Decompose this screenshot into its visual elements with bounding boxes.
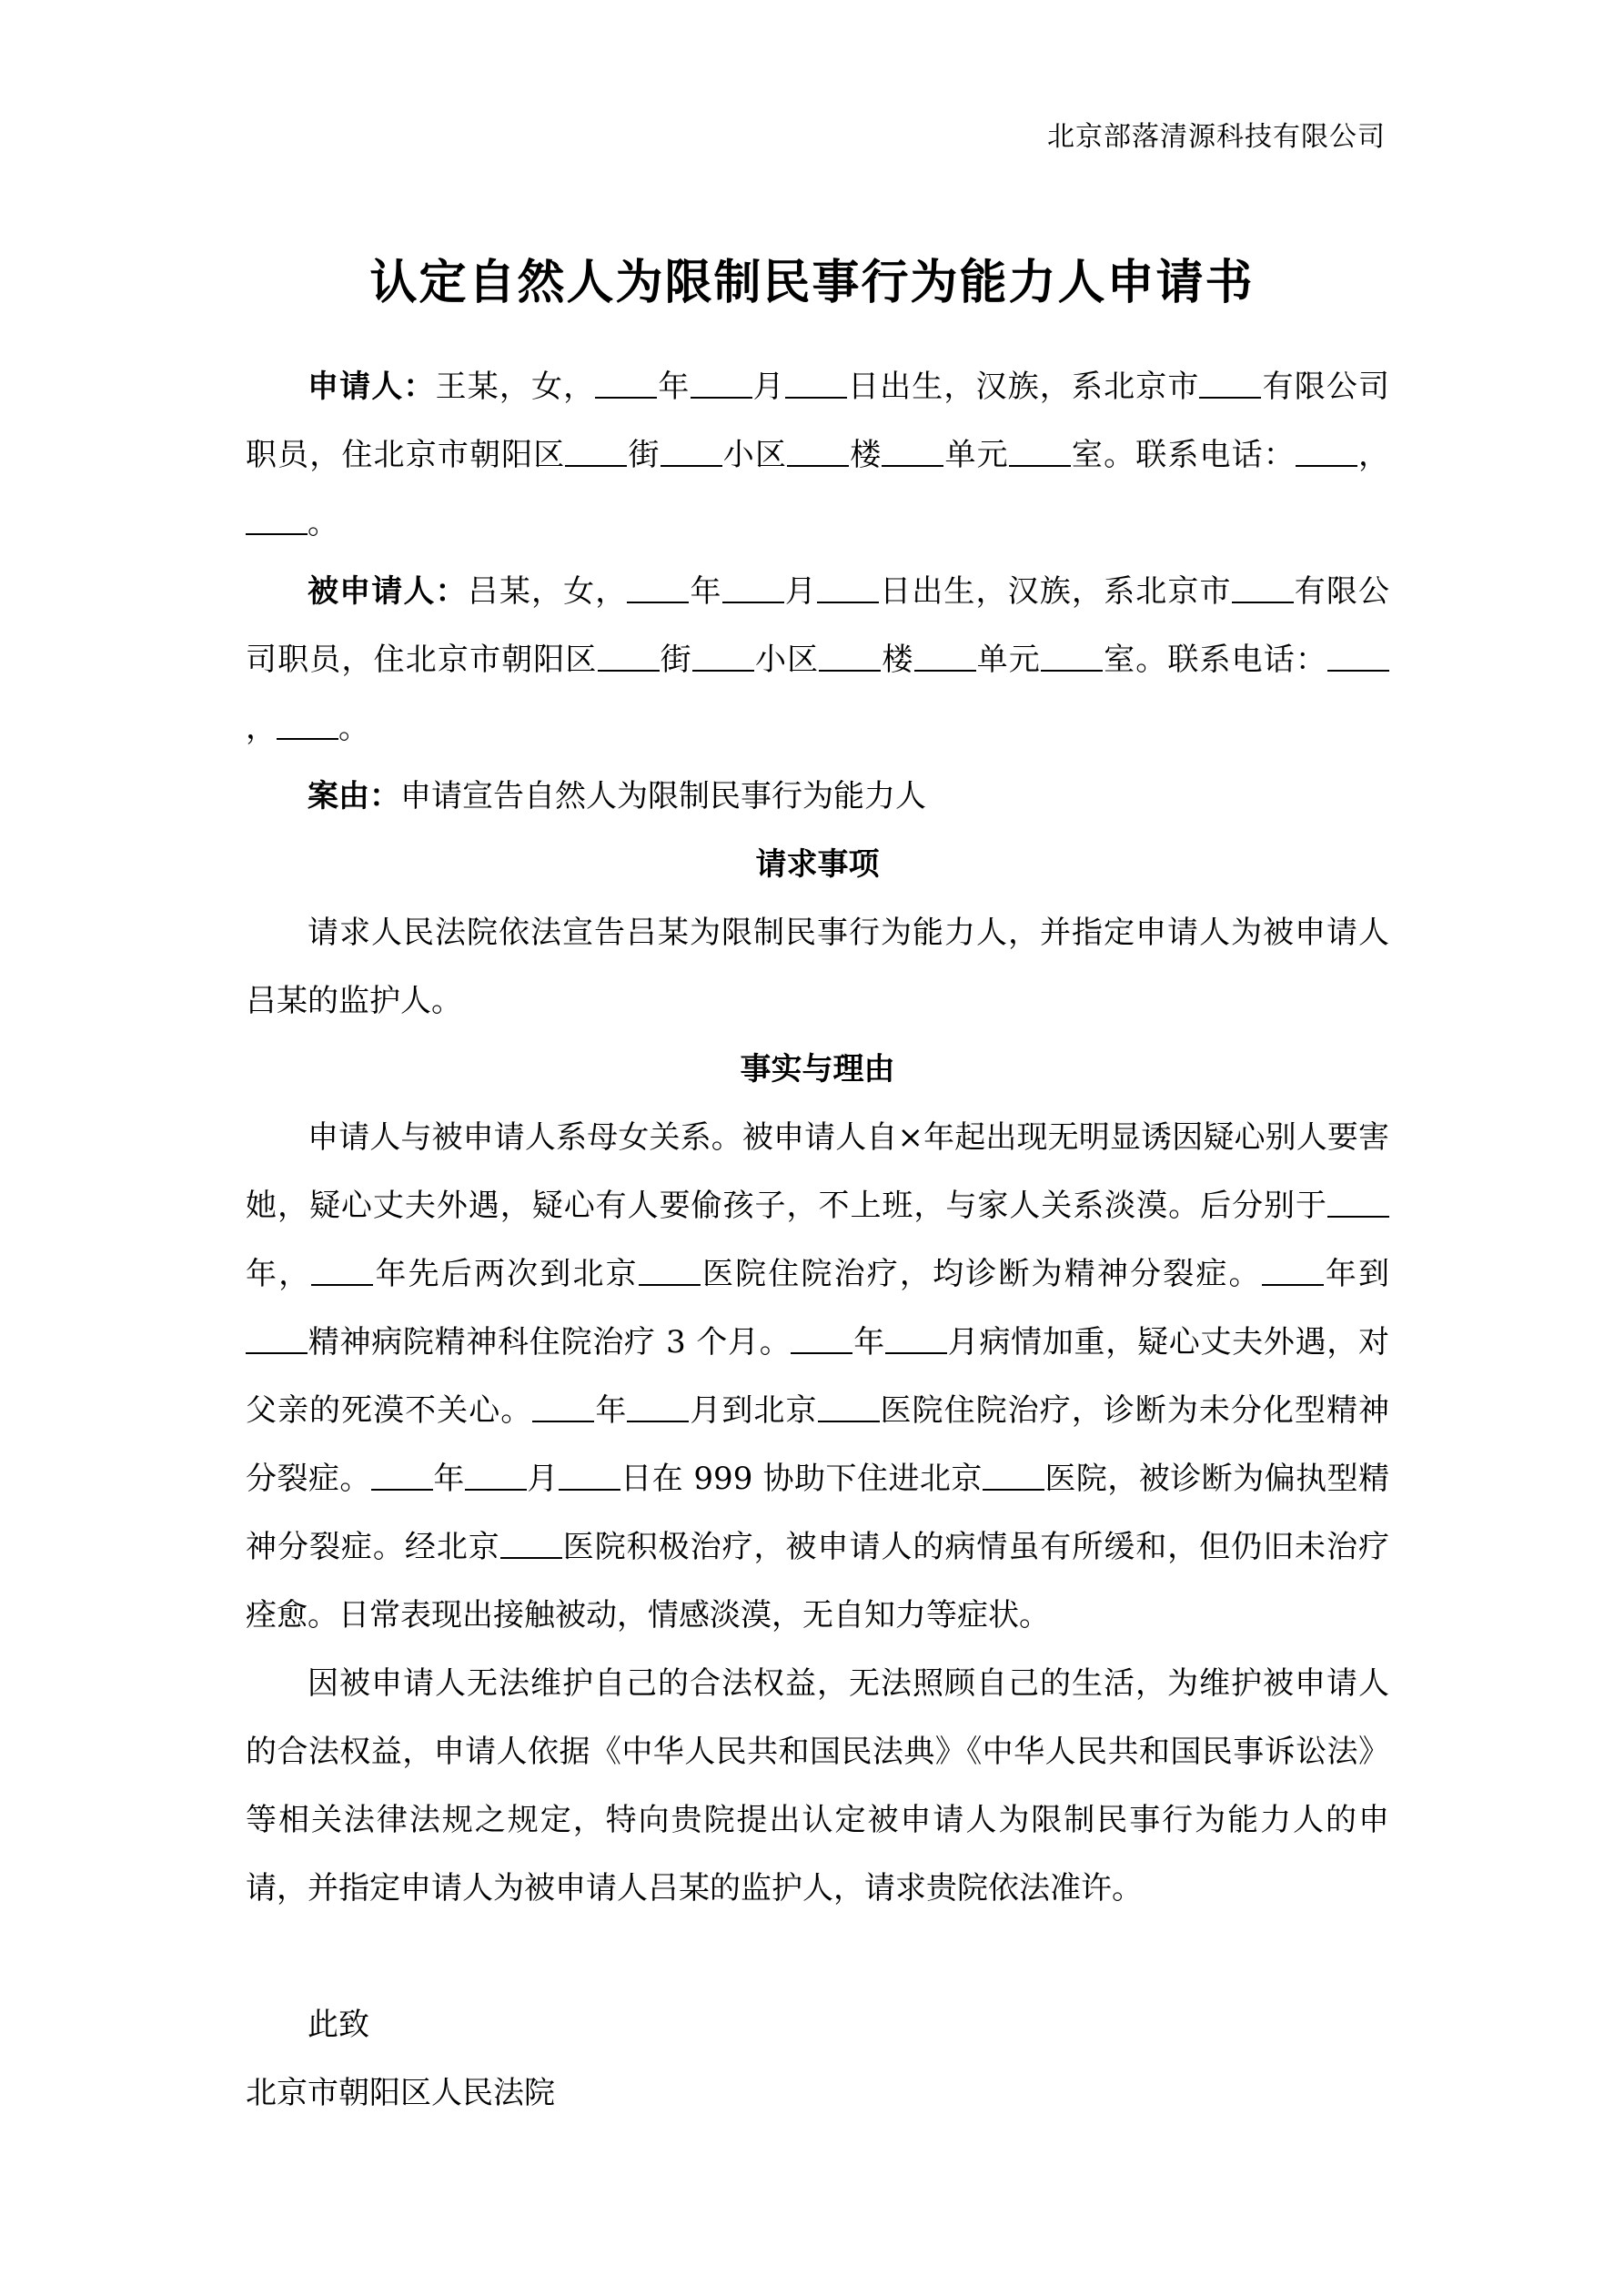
facts-text: 年先后两次到北京 (373, 1256, 639, 1292)
blank-field (627, 1393, 689, 1422)
blank-field (1327, 642, 1389, 672)
blank-field (1296, 438, 1357, 467)
blank-field (246, 1325, 308, 1354)
blank-field (885, 1325, 947, 1354)
facts-text: 申请人与被申请人系母女关系。被申请人自×年起出现无明显诱因疑心别人要害她，疑心丈夫外遇，疑心有人要偷孩子，不上班，与家人关系淡漠。后分别于 (246, 1119, 1389, 1224)
blank-field (1232, 574, 1294, 603)
blank-field (787, 438, 849, 467)
blank-field (465, 1462, 527, 1491)
respondent-text: 小区 (753, 642, 820, 678)
applicant-text: 王某，女， (435, 369, 596, 405)
respondent-text: 单元 (975, 642, 1041, 678)
applicant-text: 月 (751, 369, 785, 405)
document-title: 认定自然人为限制民事行为能力人申请书 (369, 256, 1255, 310)
blank-field (500, 1530, 562, 1559)
blank-field (818, 1393, 880, 1422)
respondent-text: 吕某，女， (467, 573, 628, 610)
cause-paragraph (246, 763, 1389, 831)
applicant-text: 小区 (721, 437, 788, 473)
facts-text: 医院，被诊断为偏执型精神分裂症。经北京 (246, 1461, 1390, 1565)
cause-label: 案由： (308, 778, 400, 814)
facts-paragraph (246, 1104, 1389, 1650)
facts-text: 年 (594, 1392, 628, 1429)
blank-field (785, 369, 847, 399)
applicant-text: 楼 (849, 437, 883, 473)
blank-field (1327, 1188, 1389, 1218)
facts-text: 年 (432, 1461, 465, 1497)
facts-text: 医院住院治疗，均诊断为精神分裂症。 (700, 1256, 1262, 1292)
respondent-text: 月 (783, 573, 817, 610)
blank-field (882, 438, 943, 467)
facts-text: 精神病院精神科住院治疗 3 个月。 (308, 1324, 792, 1360)
blank-field (565, 438, 627, 467)
facts-text: 月病情加重，疑心丈夫外遇，对父亲的死漠不关心。 (246, 1324, 1390, 1429)
court-name: 北京市朝阳区人民法院 (246, 2075, 555, 2111)
spacer (246, 1923, 1389, 1991)
blank-field (1199, 369, 1261, 399)
facts-heading: 事实与理由 (740, 1051, 895, 1087)
respondent-text: ， (246, 710, 277, 746)
blank-field (627, 574, 689, 603)
facts-text: 年到 (1323, 1256, 1390, 1292)
respondent-text: 。 (338, 710, 369, 746)
closing-salutation: 此致 (308, 2007, 369, 2043)
request-paragraph: 请求人民法院依法宣告吕某为限制民事行为能力人，并指定申请人为被申请人吕某的监护人。 (246, 915, 1389, 1019)
applicant-text: 单元 (943, 437, 1009, 473)
applicant-paragraph (246, 353, 1389, 558)
facts-text: 年 (852, 1324, 885, 1360)
blank-field (1262, 1257, 1324, 1286)
facts-text: 月到北京 (689, 1392, 818, 1429)
blank-field (791, 1325, 852, 1354)
request-heading: 请求事项 (755, 846, 880, 883)
facts-text: 月 (526, 1461, 559, 1497)
blank-field (1009, 438, 1071, 467)
blank-field (817, 574, 879, 603)
blank-field (371, 1462, 433, 1491)
facts-text: 日在 999 协助下住进北京 (620, 1461, 983, 1497)
blank-field (246, 506, 308, 535)
blank-field (598, 642, 660, 672)
blank-field (983, 1462, 1044, 1491)
blank-field (595, 369, 657, 399)
facts-text: 医院积极治疗，被申请人的病情虽有所缓和，但仍旧未治疗痊愈。日常表现出接触被动，情感淡漠，无自知力等症状。 (246, 1529, 1389, 1633)
respondent-text: 有限公司职员，住北京市朝阳区 (246, 573, 1390, 678)
blank-field (722, 574, 784, 603)
respondent-text: 室。联系电话： (1102, 642, 1328, 678)
blank-field (1041, 642, 1103, 672)
facts-text: 年， (246, 1256, 312, 1292)
respondent-text: 街 (659, 642, 692, 678)
applicant-text: 有限公司职员，住北京市朝阳区 (246, 369, 1390, 473)
blank-field (532, 1393, 594, 1422)
blank-field (277, 711, 338, 740)
respondent-text: 日出生，汉族，系北京市 (878, 573, 1232, 610)
blank-field (914, 642, 976, 672)
applicant-text: 室。联系电话： (1070, 437, 1296, 473)
reason-paragraph: 因被申请人无法维护自己的合法权益，无法照顾自己的生活，为维护被申请人的合法权益，申请人依据《中华人民共和国民法典》《中华人民共和国民事诉讼法》等相关法律法规之规定，特向贵院提出认定被申请人为限制民事行为能力人的申请，并指定申请人为被申请人吕某的监护人，请求贵院依法准许。 (246, 1665, 1389, 1907)
blank-field (559, 1462, 620, 1491)
applicant-text: ， (1357, 437, 1390, 473)
blank-field (691, 369, 752, 399)
company-header: 北京部落清源科技有限公司 (1047, 121, 1386, 153)
blank-field (819, 642, 881, 672)
blank-field (311, 1257, 373, 1286)
applicant-label: 申请人： (308, 369, 436, 405)
facts-text: 医院住院治疗，诊断为未分化型精神分裂症。 (246, 1392, 1389, 1497)
applicant-text: 日出生，汉族，系北京市 (846, 369, 1200, 405)
cause-text: 申请宣告自然人为限制民事行为能力人 (400, 778, 926, 814)
document-body (246, 353, 1389, 2128)
respondent-text: 年 (689, 573, 722, 610)
blank-field (639, 1257, 701, 1286)
respondent-label: 被申请人： (308, 573, 468, 610)
blank-field (661, 438, 722, 467)
applicant-text: 。 (308, 505, 338, 541)
respondent-paragraph (246, 558, 1389, 763)
blank-field (692, 642, 754, 672)
applicant-text: 街 (627, 437, 661, 473)
respondent-text: 楼 (881, 642, 914, 678)
applicant-text: 年 (657, 369, 691, 405)
